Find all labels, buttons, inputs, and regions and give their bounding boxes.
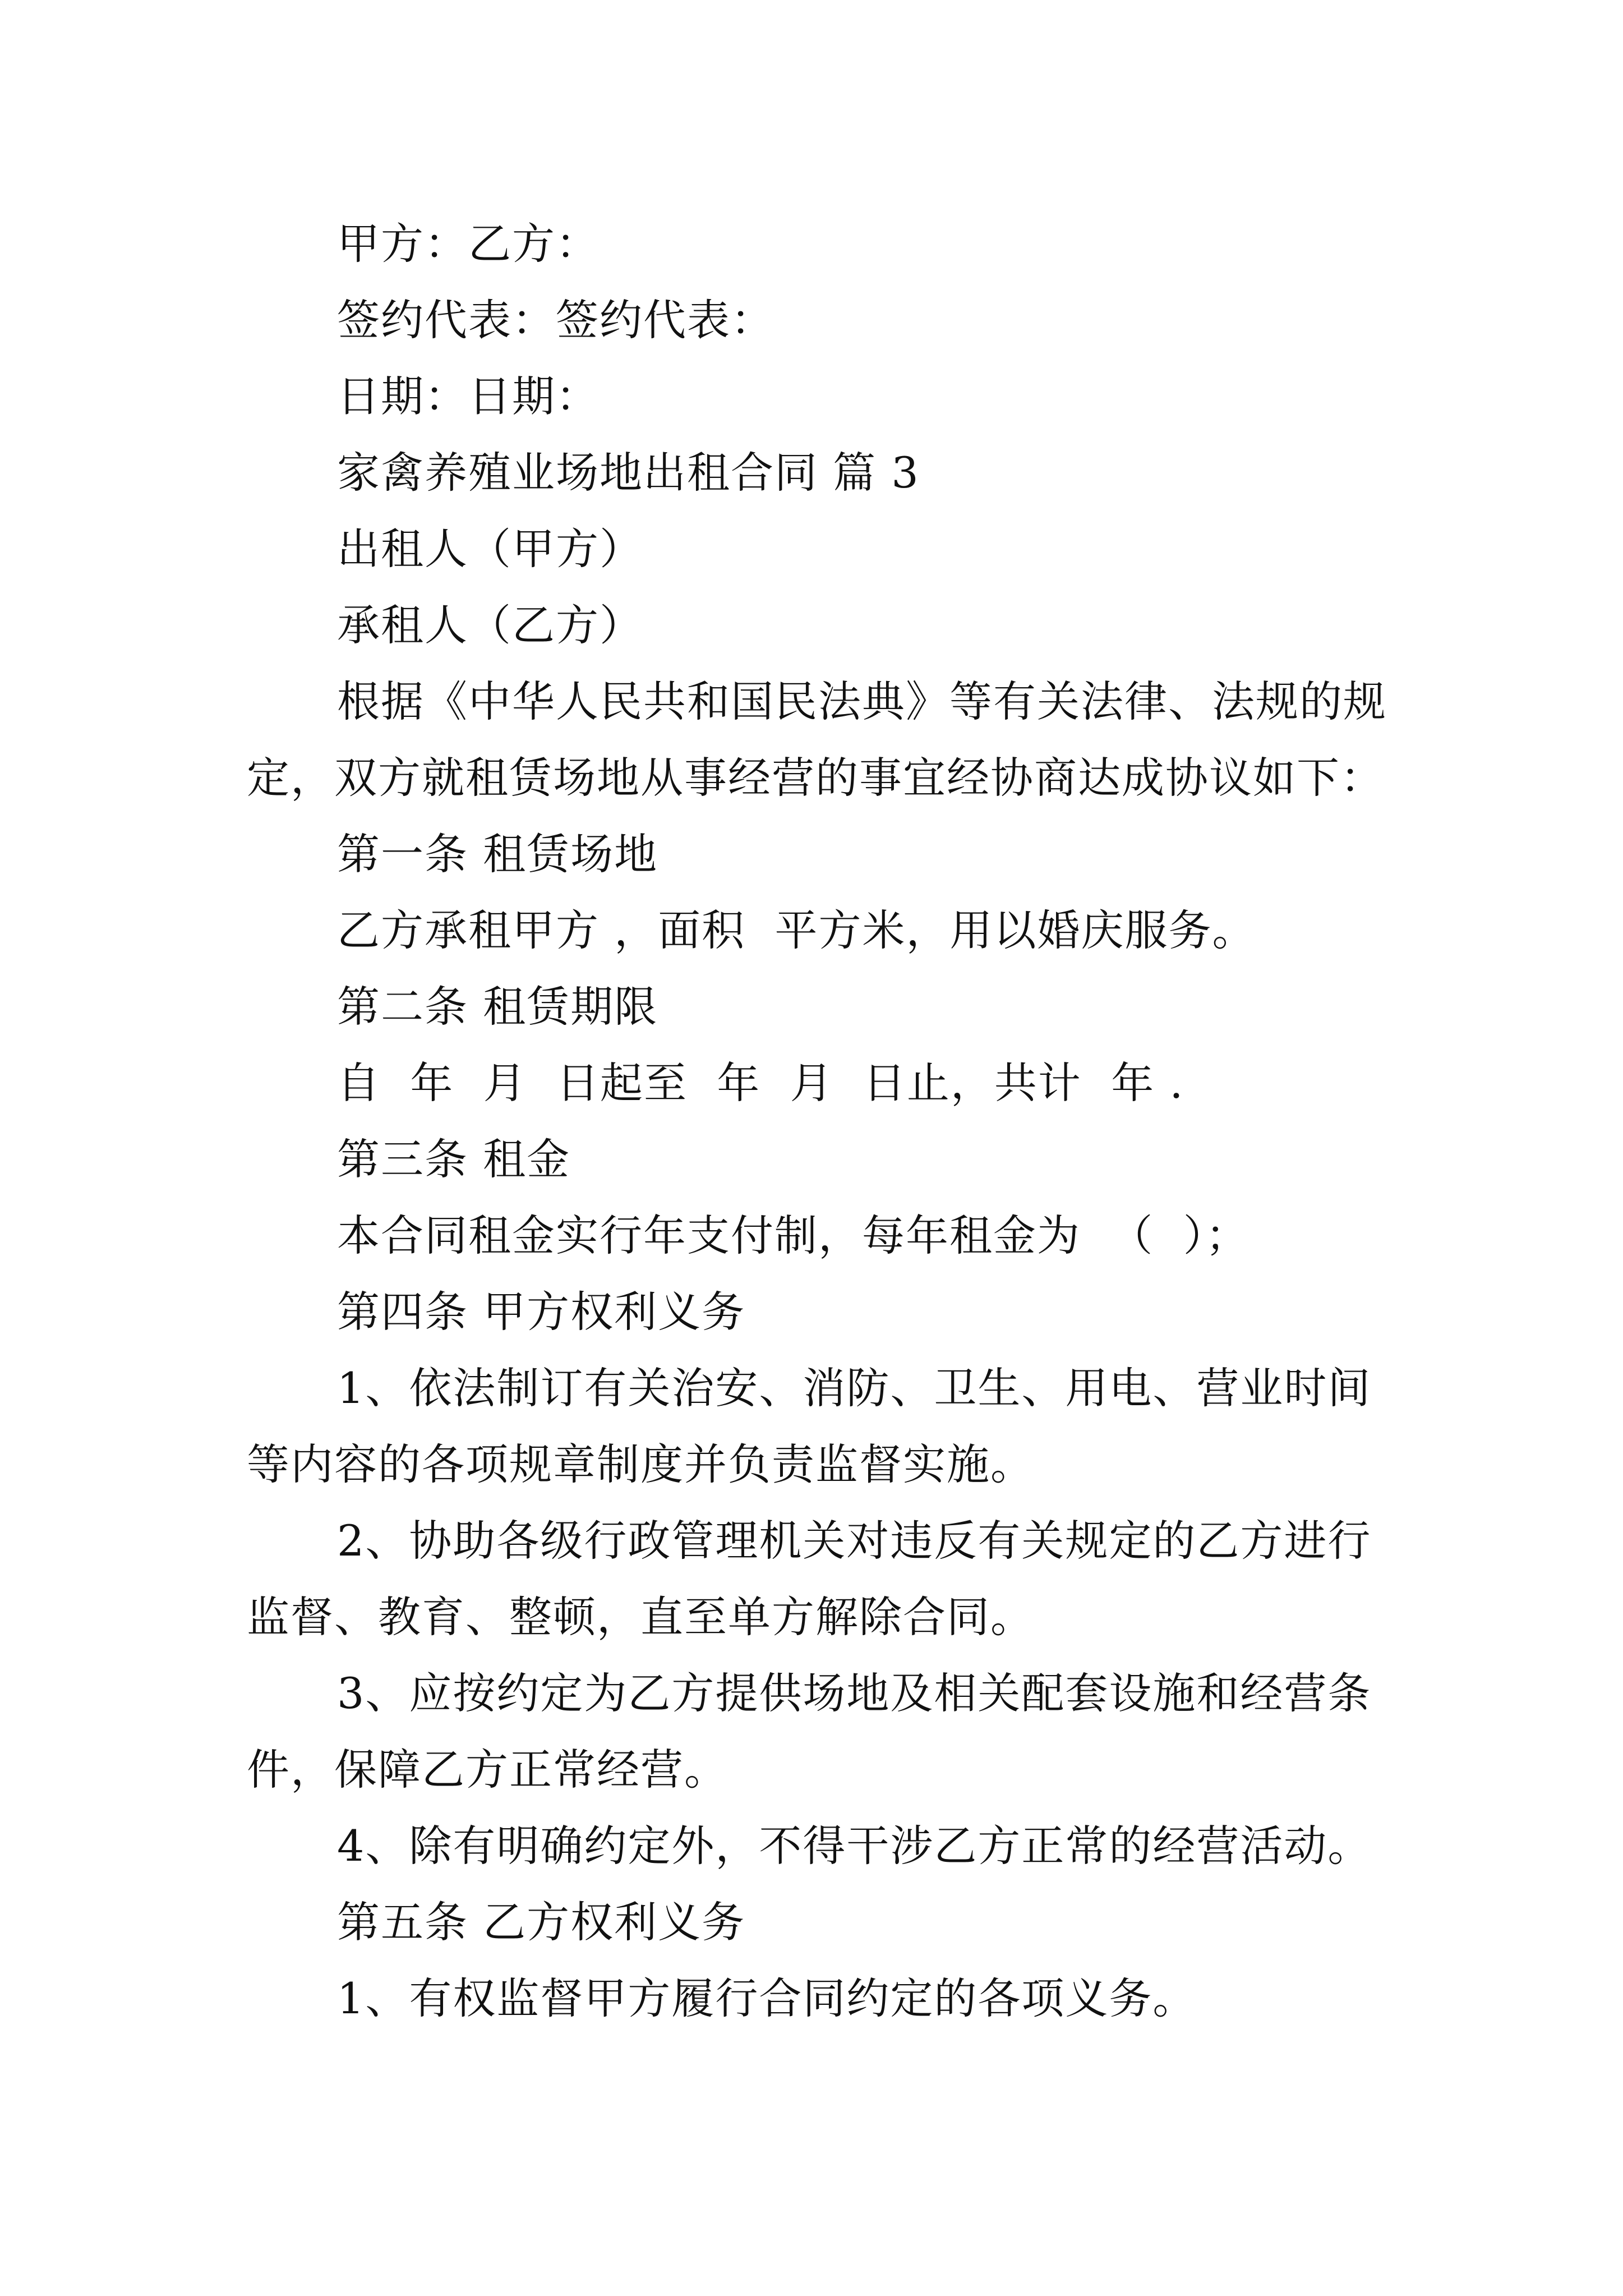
contract-title: 家禽养殖业场地出租合同 篇 3 — [337, 448, 920, 498]
signatory-labels-line: 签约代表：签约代表： — [337, 295, 774, 345]
lessor-line: 出租人（甲方） — [337, 524, 643, 574]
article-4-item-2-line-2: 监督、教育、整顿，直至单方解除合同。 — [247, 1592, 1034, 1642]
article-2-heading: 第二条 租赁期限 — [337, 982, 658, 1032]
article-4-item-3-line-2: 件，保障乙方正常经营。 — [247, 1745, 728, 1795]
article-4-item-1-line-1: 1、依法制订有关治安、消防、卫生、用电、营业时间 — [337, 1363, 1372, 1413]
article-1-heading: 第一条 租赁场地 — [337, 829, 658, 879]
article-5-heading: 第五条 乙方权利义务 — [337, 1897, 746, 1947]
article-4-item-4: 4、除有明确约定外，不得干涉乙方正常的经营活动。 — [337, 1821, 1372, 1871]
preamble-line-1: 根据《中华人民共和国民法典》等有关法律、法规的规 — [337, 677, 1387, 726]
article-4-item-1-line-2: 等内容的各项规章制度并负责监督实施。 — [247, 1439, 1034, 1489]
date-labels-line: 日期：日期： — [337, 371, 600, 421]
article-3-text: 本合同租金实行年支付制，每年租金为 （ ）； — [337, 1211, 1249, 1260]
lessee-line: 承租人（乙方） — [337, 600, 643, 650]
article-5-item-1: 1、有权监督甲方履行合同约定的各项义务。 — [337, 1973, 1197, 2023]
preamble-line-2: 定，双方就租赁场地从事经营的事宜经协商达成协议如下： — [247, 753, 1384, 803]
article-2-text: 自 年 月 日起至 年 月 日止，共计 年 . — [337, 1058, 1184, 1108]
party-labels-line: 甲方：乙方： — [337, 219, 600, 269]
article-1-text: 乙方承租甲方 ，面积 平方米，用以婚庆服务。 — [337, 905, 1256, 955]
article-4-item-2-line-1: 2、协助各级行政管理机关对违反有关规定的乙方进行 — [337, 1516, 1372, 1566]
article-4-heading: 第四条 甲方权利义务 — [337, 1287, 746, 1337]
article-3-heading: 第三条 租金 — [337, 1134, 571, 1184]
article-4-item-3-line-1: 3、应按约定为乙方提供场地及相关配套设施和经营条 — [337, 1668, 1372, 1718]
